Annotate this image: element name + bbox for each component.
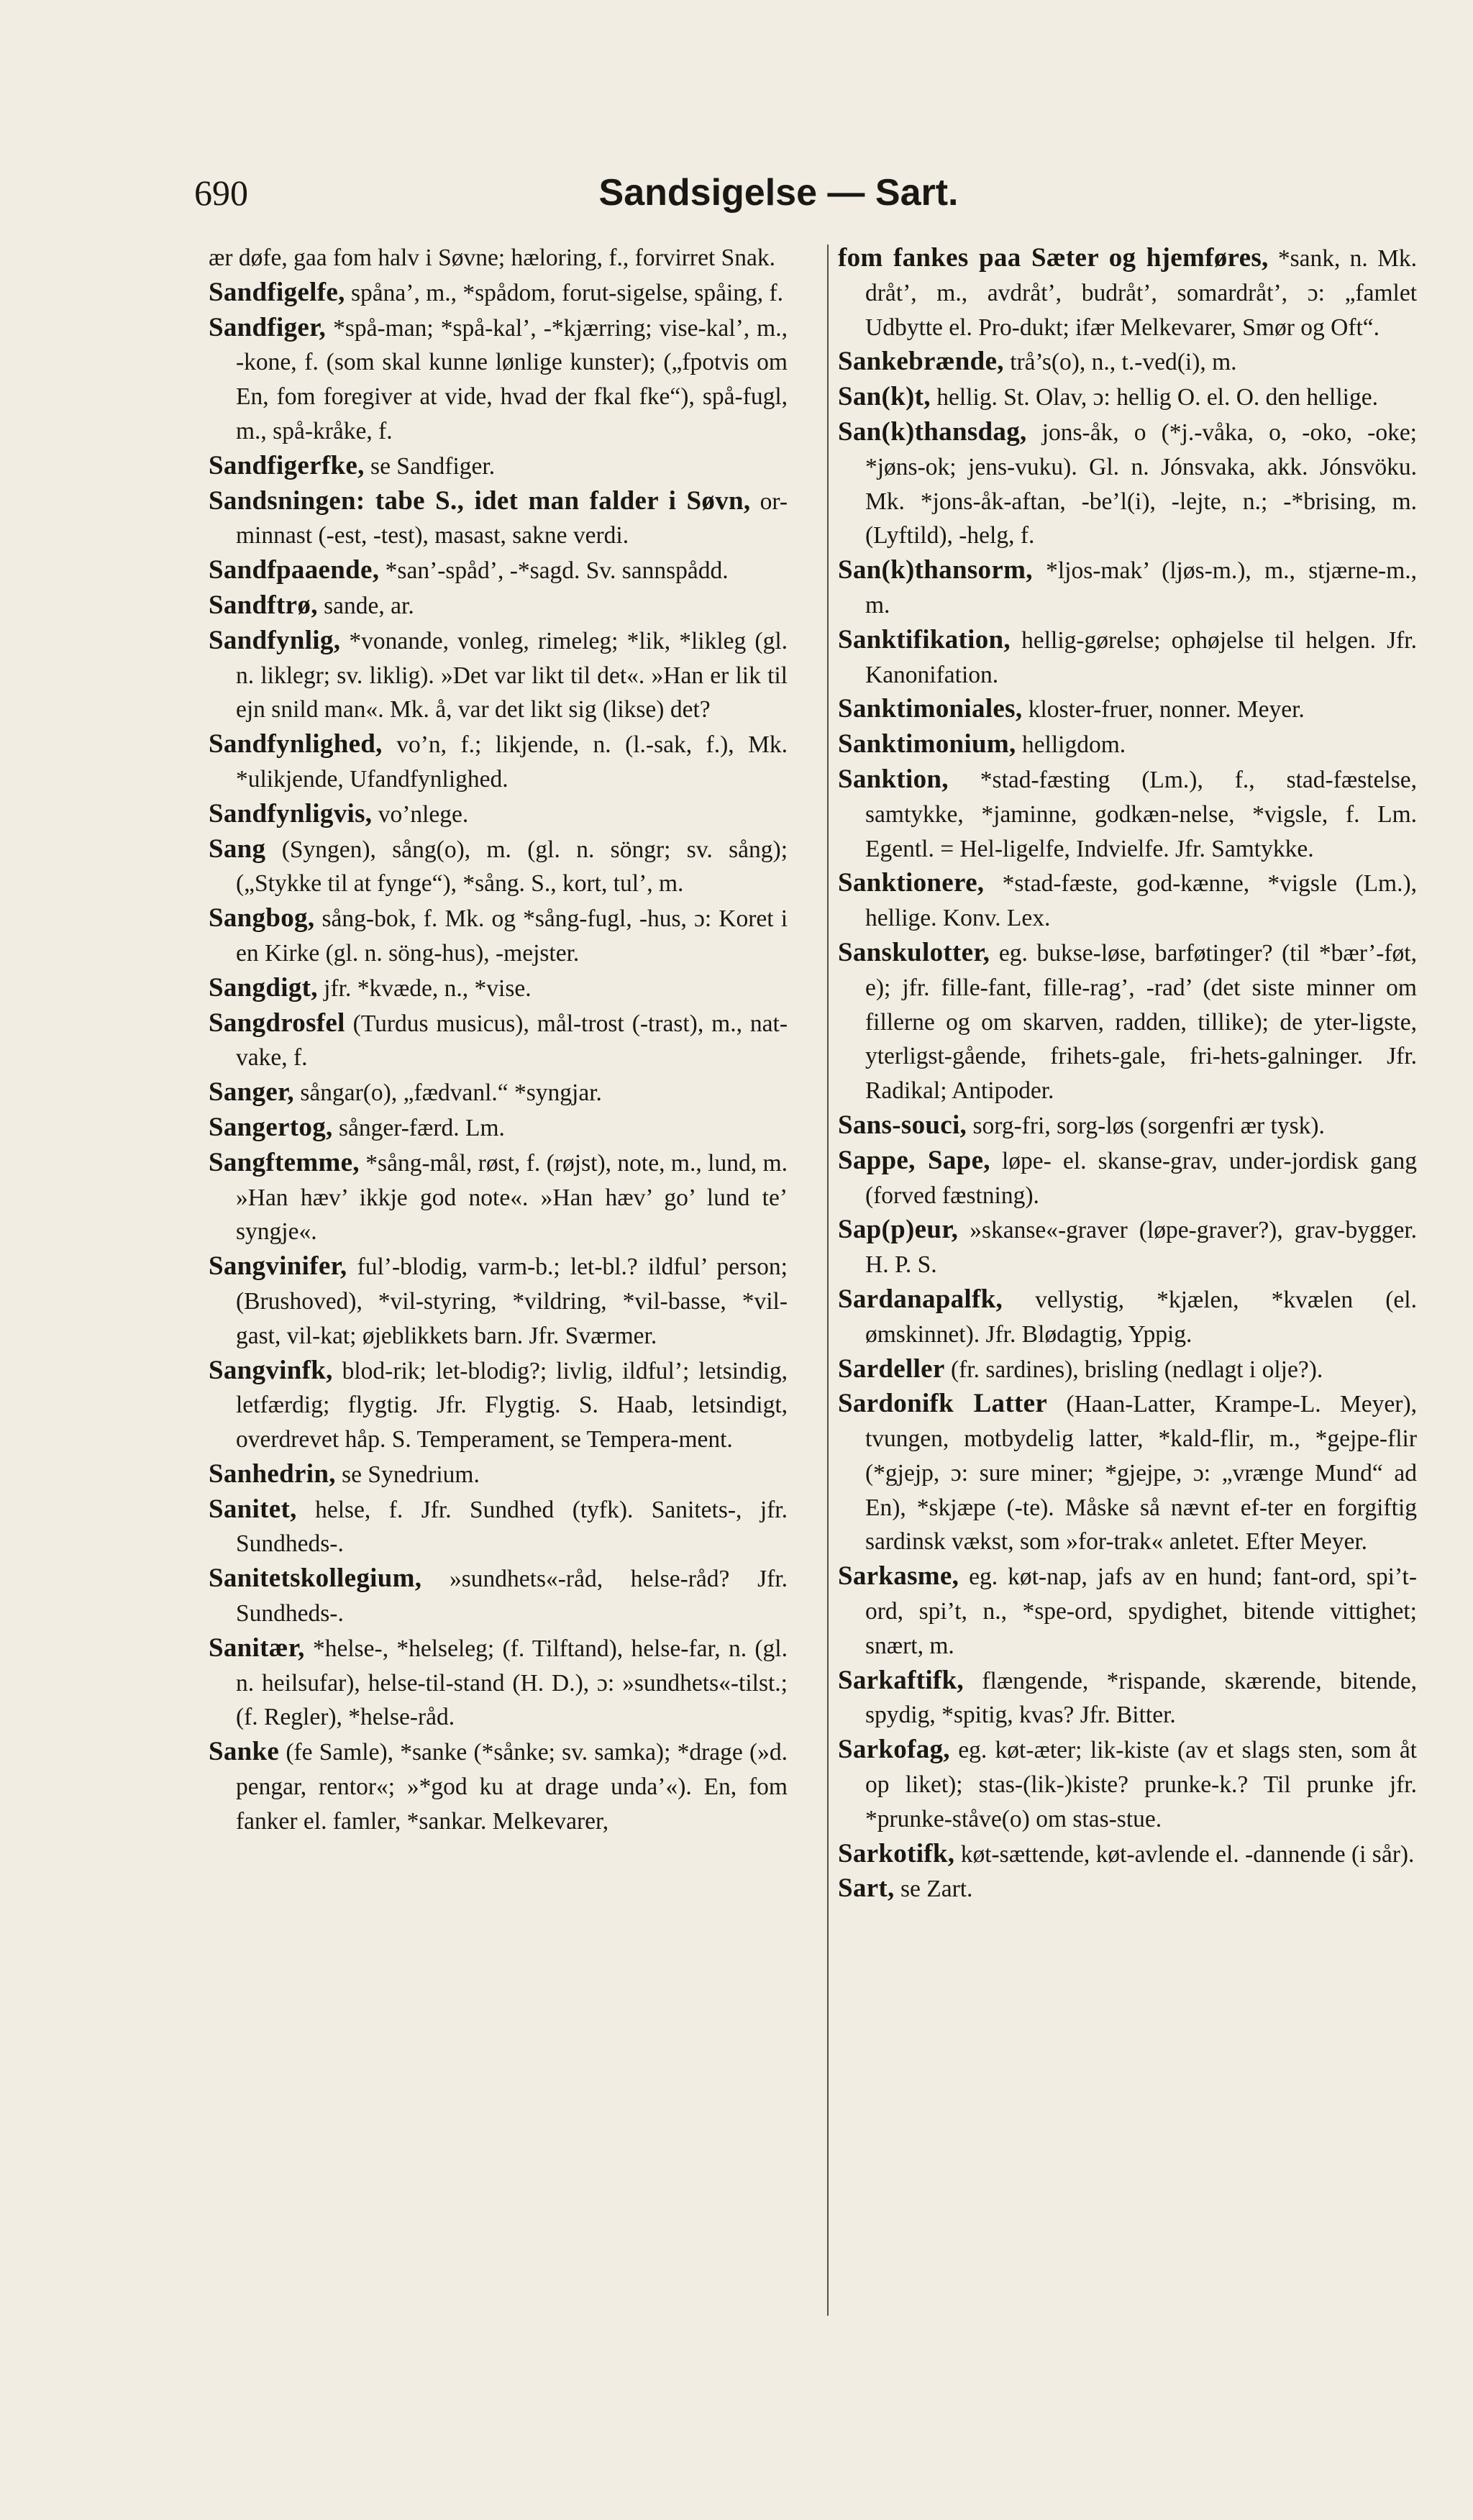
dictionary-entry [838, 866, 1417, 936]
entry-headword: San(k)t, [838, 382, 931, 412]
dictionary-entry [838, 1143, 1417, 1213]
dictionary-entry [209, 553, 788, 588]
entry-definition: (fr. sardines), brisling (nedlagt i olje?). [944, 1356, 1323, 1383]
dictionary-entry [209, 1492, 788, 1562]
dictionary-entry [209, 1561, 788, 1631]
entry-definition: »sundhets«-råd, helse-råd? Jfr. Sundheds-. [236, 1566, 788, 1628]
entry-headword: San(k)thansorm, [838, 555, 1033, 585]
entry-definition: (Haan-Latter, Krampe-L. Meyer), tvungen, motbydelig latter, *kald-flir, m., *gejpe-flir (*gjejp, ɔ: sure miner; *gjejpe, ɔ: „vrænge Mund“ ad En), *skjæpe (-te). Måske så nævnt ef-ter en forgiftig sardinsk vækst, som »for-trak« anletet. Efter Meyer. [865, 1391, 1417, 1556]
dictionary-entry [209, 727, 788, 797]
entry-definition: ful’-blodig, varm-b.; let-bl.? ildful’ person; (Brushoved), *vil-styring, *vildring, *vil-basse, *vil-gast, vil-kat; øjeblikkets barn. Jfr. Sværmer. [236, 1254, 788, 1349]
column-divider [827, 245, 829, 2316]
dictionary-entry [209, 588, 788, 624]
dictionary-entry [209, 832, 788, 902]
dictionary-entry [838, 727, 1417, 762]
dictionary-entry [838, 1663, 1417, 1733]
entry-headword: Sangdrosfel [209, 1008, 345, 1038]
entry-headword: Sandfiger, [209, 312, 327, 342]
entry-headword: Sap(p)eur, [838, 1215, 959, 1245]
entry-headword: Sarkotifk, [838, 1838, 955, 1868]
entry-headword: Sandfynligvis, [209, 798, 373, 828]
entry-definition: hellig-gørelse; ophøjelse til helgen. Jfr. Kanonifation. [865, 626, 1417, 688]
entry-headword: Sanktion, [838, 764, 949, 794]
dictionary-entry [209, 901, 788, 971]
dictionary-entry [209, 1249, 788, 1353]
dictionary-entry [838, 1282, 1417, 1352]
entry-definition: helligdom. [1016, 731, 1126, 759]
entry-headword: Sardonifk Latter [838, 1389, 1048, 1419]
entry-definition: *ljos-mak’ (ljøs-m.), m., stjærne-m., m. [865, 557, 1417, 618]
left-column [209, 241, 788, 2312]
dictionary-entry [838, 344, 1417, 380]
entry-definition: sånger-færd. Lm. [332, 1114, 505, 1141]
dictionary-entry [209, 1457, 788, 1492]
page-header [194, 164, 1363, 222]
dictionary-entry [209, 624, 788, 727]
entry-headword: Sart, [838, 1873, 895, 1904]
dictionary-entry [209, 1146, 788, 1249]
entry-definition: flængende, *rispande, skærende, bitende, spydig, *spitig, kvas? Jfr. Bitter. [865, 1667, 1417, 1729]
dictionary-entry [838, 936, 1417, 1108]
dictionary-entry [209, 1735, 788, 1838]
entry-definition: sång-bok, f. Mk. og *sång-fugl, -hus, ɔ: Koret i en Kirke (gl. n. söng-hus), -mejster. [236, 905, 788, 967]
entry-definition: eg. køt-nap, jafs av en hund; fant-ord, spi’t-ord, spi’t, n., *spe-ord, spydighet, bitende vittighet; snært, m. [865, 1563, 1417, 1659]
entry-definition: spåna’, m., *spådom, forut-sigelse, spåing, f. [345, 279, 784, 306]
dictionary-entry [838, 1213, 1417, 1282]
entry-definition: *helse-, *helseleg; (f. Tilftand), helse-far, n. (gl. n. heilsufar), helse-til-stand (H. D.), ɔ: »sundhets«-tilst.; (f. Regler), *helse-råd. [236, 1635, 788, 1731]
entry-definition: (Syngen), sång(o), m. (gl. n. söngr; sv. sång); („Stykke til at fynge“), *sång. S., kort, tul’, m. [236, 836, 788, 898]
entry-definition: sångar(o), „fædvanl.“ *syngjar. [293, 1079, 602, 1107]
entry-headword: Sandfigelfe, [209, 277, 345, 307]
entry-headword: Sarkasme, [838, 1561, 959, 1592]
entry-headword: Sanktimoniales, [838, 694, 1023, 724]
entry-headword: Sans-souci, [838, 1110, 967, 1140]
entry-definition: *vonande, vonleg, rimeleg; *lik, *likleg (gl. n. liklegr; sv. liklig). »Det var likt til det«. »Han er lik til ejn snild man«. Mk. å, var det likt sig (likse) det? [236, 627, 788, 723]
entry-definition: køt-sættende, køt-avlende el. -dannende (i sår). [954, 1840, 1415, 1868]
entry-headword: Sanktifikation, [838, 624, 1011, 654]
dictionary-entry [838, 553, 1417, 623]
entry-headword: Sangertog, [209, 1112, 333, 1142]
dictionary-entry [838, 1352, 1417, 1387]
dictionary-entry [209, 449, 788, 484]
entry-headword: Sangftemme, [209, 1147, 360, 1177]
dictionary-entry [209, 1006, 788, 1076]
entry-definition: *sank, n. Mk. dråt’, m., avdråt’, budråt’, somardråt’, ɔ: „famlet Udbytte el. Pro-dukt; ifær Melkevarer, Smør og Oft“. [865, 245, 1417, 341]
entry-headword: Sanitetskollegium, [209, 1563, 422, 1594]
dictionary-entry [838, 1559, 1417, 1663]
entry-headword: Sarkofag, [838, 1735, 950, 1765]
entry-headword: Sangvinifer, [209, 1251, 347, 1282]
entry-definition: jfr. *kvæde, n., *vise. [317, 974, 532, 1002]
entry-definition: se Sandfiger. [364, 452, 496, 480]
entry-headword: Sanskulotter, [838, 937, 990, 967]
page-number: 690 [194, 173, 248, 213]
entry-headword: Sang [209, 834, 266, 864]
entry-definition: jons-åk, o (*j.-våka, o, -oko, -oke; *jøns-ok; jens-vuku). Gl. n. Jónsvaka, akk. Jónsvöku. Mk. *jons-åk-aftan, -be’l(i), -lejte, n.; -*brising, m. (Lyftild), -helg, f. [865, 419, 1417, 549]
entry-headword: Sanger, [209, 1077, 294, 1108]
entry-headword: Sandftrø, [209, 590, 318, 620]
entry-headword: Sanitær, [209, 1633, 305, 1663]
entry-headword: Sandfigerfke, [209, 450, 365, 480]
dictionary-entry [838, 1387, 1417, 1559]
running-head: Sandsigelse — Sart. [598, 172, 959, 214]
entry-headword: Sanitet, [209, 1494, 297, 1524]
dictionary-entry [209, 1110, 788, 1146]
dictionary-entry [838, 623, 1417, 693]
entry-definition: se Synedrium. [335, 1461, 480, 1488]
entry-definition: or-minnast (-est, -test), masast, sakne verdi. [236, 488, 788, 549]
dictionary-entry [209, 1353, 788, 1457]
entry-definition: vellystig, *kjælen, *kvælen (el. ømskinnet). Jfr. Blødagtig, Yppig. [865, 1286, 1417, 1348]
entry-definition: helse, f. Jfr. Sundhed (tyfk). Sanitets-, jfr. Sundheds-. [236, 1496, 788, 1558]
entry-definition: (Turdus musicus), mål-trost (-trast), m., nat-vake, f. [236, 1010, 788, 1072]
entry-definition: ær døfe, gaa fom halv i Søvne; hæloring, f., forvirret Snak. [209, 245, 776, 271]
entry-headword: Sandfynlig, [209, 625, 341, 655]
entry-headword: Sandfynlighed, [209, 729, 383, 759]
dictionary-entry [838, 762, 1417, 866]
dictionary-entry [209, 311, 788, 449]
entry-definition: trå’s(o), n., t.-ved(i), m. [1003, 349, 1237, 376]
entry-headword: Sangdigt, [209, 972, 318, 1003]
entry-headword: Sanhedrin, [209, 1458, 336, 1489]
entry-definition: *stad-fæste, god-kænne, *vigsle (Lm.), hellige. Konv. Lex. [865, 870, 1417, 932]
entry-definition: (fe Samle), *sanke (*sånke; sv. samka); *drage (»d. pengar, rentor«; »*god ku at drage unda’«). En, fom fanker el. famler, *sankar. Melkevarer, [236, 1739, 788, 1835]
entry-definition: kloster-fruer, nonner. Meyer. [1022, 696, 1305, 723]
entry-headword: Sandfpaaende, [209, 555, 380, 585]
entry-definition: sorg-fri, sorg-løs (sorgenfri ær tysk). [967, 1112, 1325, 1139]
dictionary-entry [838, 1871, 1417, 1907]
entry-definition: »skanse«-graver (løpe-graver?), grav-bygger. H. P. S. [865, 1217, 1417, 1279]
entry-definition: blod-rik; let-blodig?; livlig, ildful’; letsindig, letfærdig; flygtig. Jfr. Flygtig. S. Haab, letsindigt, overdrevet håp. S. Temperament, se Tempera-ment. [236, 1357, 788, 1453]
dictionary-entry [209, 275, 788, 311]
dictionary-entry [209, 971, 788, 1006]
entry-headword: Sanke [209, 1737, 280, 1767]
entry-definition: løpe- el. skanse-grav, under-jordisk gang (forved fæstning). [865, 1147, 1417, 1209]
entry-headword: Sandsningen: tabe S., idet man falder i Søvn, [209, 485, 751, 516]
entry-definition: *spå-man; *spå-kal’, -*kjærring; vise-kal’, m., -kone, f. (som skal kunne lønlige kunster); („fpotvis om En, fom foregiver at vide, hvad der fkal fke“), spå-fugl, m., spå-kråke, f. [236, 314, 788, 444]
entry-definition: sande, ar. [317, 592, 414, 619]
entry-headword: Sangvinfk, [209, 1355, 333, 1385]
dictionary-entry [838, 241, 1417, 344]
dictionary-entry [209, 1075, 788, 1110]
dictionary-entry [838, 692, 1417, 727]
dictionary-entry [838, 1837, 1417, 1872]
dictionary-entry [838, 415, 1417, 553]
entry-definition: eg. køt-æter; lik-kiste (av et slags sten, som åt op liket); stas-(lik-)kiste? prunke-k.? Til prunke jfr. *prunke-ståve(o) om stas-stue. [865, 1737, 1417, 1832]
dictionary-entry [209, 1631, 788, 1735]
entry-headword: Sardanapalfk, [838, 1284, 1003, 1314]
entry-headword: fom fankes paa Sæter og hjemføres, [838, 243, 1269, 273]
right-column [838, 241, 1417, 2312]
entry-headword: Sappe, Sape, [838, 1145, 990, 1175]
entry-definition: vo’nlege. [372, 800, 469, 828]
entry-definition: hellig. St. Olav, ɔ: hellig O. el. O. den hellige. [930, 384, 1378, 411]
dictionary-entry [838, 1732, 1417, 1836]
entry-definition: se Zart. [894, 1876, 973, 1903]
entry-headword: San(k)thansdag, [838, 416, 1027, 447]
dictionary-entry [838, 1108, 1417, 1143]
dictionary-entry [209, 241, 788, 275]
entry-definition: *stad-fæsting (Lm.), f., stad-fæstelse, samtykke, *jaminne, godkæn-nelse, *vigsle, f. Lm. Egentl. = Hel-ligelfe, Indvielfe. Jfr. Samtykke. [865, 766, 1417, 862]
entry-definition: vo’n, f.; likjende, n. (l.-sak, f.), Mk. *ulikjende, Ufandfynlighed. [236, 731, 788, 793]
entry-headword: Sardeller [838, 1353, 945, 1384]
entry-headword: Sankebrænde, [838, 347, 1004, 377]
entry-headword: Sarkaftifk, [838, 1665, 964, 1695]
entry-definition: eg. bukse-løse, barføtinger? (til *bær’-føt, e); jfr. fille-fant, fille-rag’, -rad’ (det siste minner om fillerne og om skarven, radden, tillike); de yter-ligste, yterligst-gående, frihets-gale, fri-hets-galninger. Jfr. Radikal; Antipoder. [865, 939, 1417, 1105]
entry-definition: *san’-spåd’, -*sagd. Sv. sannspådd. [379, 557, 729, 585]
dictionary-entry [209, 484, 788, 554]
entry-headword: Sanktionere, [838, 868, 985, 898]
dictionary-entry [209, 797, 788, 832]
entry-headword: Sangbog, [209, 903, 315, 933]
entry-headword: Sanktimonium, [838, 729, 1016, 759]
entry-definition: *sång-mål, røst, f. (røjst), note, m., lund, m. »Han hæv’ ikkje god note«. »Han hæv’ go’ lund te’ syngje«. [236, 1149, 788, 1246]
dictionary-entry [838, 380, 1417, 415]
